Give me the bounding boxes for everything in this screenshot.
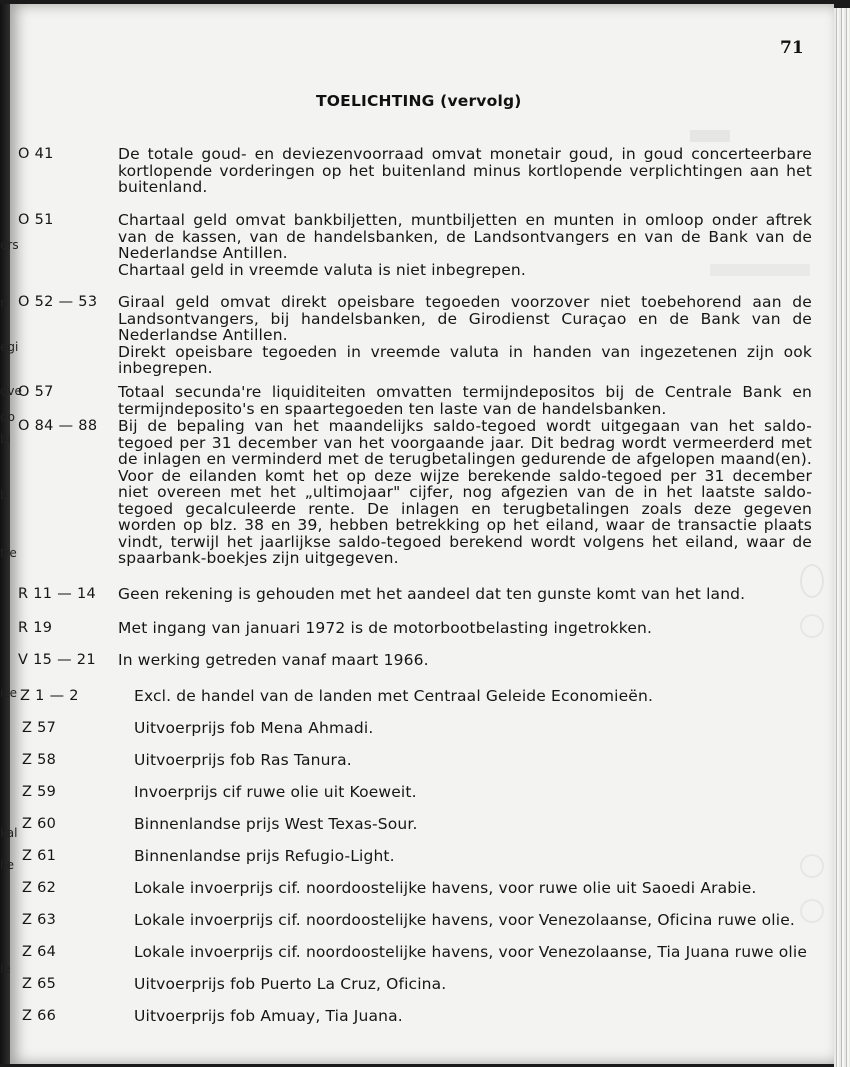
- margin-fragment: ize: [0, 686, 18, 700]
- page-title: TOELICHTING (vervolg): [316, 92, 522, 110]
- margin-fragment: bi: [0, 432, 11, 446]
- margin-fragment: tre: [0, 546, 17, 560]
- note-paragraph: Giraal geld omvat direkt opeisbare tegoeden voorzover niet toebehorend aan de Landsontvangers, bij handelsbanken, de Girodienst Curaçao en de Bank van de Nederlandse Antillen.: [118, 293, 812, 344]
- note-text: [118, 294, 812, 377]
- note-text: [118, 146, 812, 196]
- note-text: [134, 816, 814, 833]
- note-text: [118, 586, 812, 603]
- note-code: Z 63: [22, 912, 57, 928]
- margin-fragment: kal: [0, 826, 18, 840]
- note-text: [118, 652, 812, 669]
- note-paragraph: Invoerprijs cif ruwe olie uit Koeweit.: [134, 783, 417, 801]
- margin-fragment: n: [0, 296, 8, 310]
- note-code: Z 57: [22, 720, 57, 736]
- note-code: Z 66: [22, 1008, 57, 1024]
- note-paragraph: Binnenlandse prijs Refugio-Light.: [134, 847, 395, 865]
- note-paragraph: Lokale invoerprijs cif. noordoostelijke havens, voor Venezolaanse, Oficina ruwe olie.: [134, 911, 795, 929]
- note-paragraph: Geen rekening is gehouden met het aandeel dat ten gunste komt van het land.: [118, 585, 746, 603]
- margin-fragment: ers: [0, 238, 19, 252]
- note-code: Z 1 — 2: [20, 688, 79, 704]
- note-text: [134, 976, 814, 993]
- note-text: [134, 880, 814, 897]
- page-edge-stack: [834, 8, 850, 1067]
- note-text: [134, 784, 814, 801]
- margin-fragment: do: [0, 410, 15, 424]
- note-text: [118, 212, 812, 278]
- note-code: O 41: [18, 146, 54, 162]
- note-text: [134, 688, 814, 705]
- note-paragraph: De totale goud- en deviezenvoorraad omvat monetair goud, in goud concerteerbare kortlopende vorderingen op het buitenland minus kortlopende verplichtingen aan het buitenland.: [118, 145, 812, 196]
- note-code: Z 60: [22, 816, 57, 832]
- note-paragraph: Lokale invoerprijs cif. noordoostelijke havens, voor Venezolaanse, Tia Juana ruwe olie: [134, 943, 808, 961]
- note-text: [118, 384, 812, 417]
- note-text: [134, 912, 814, 929]
- note-paragraph: Direkt opeisbare tegoeden in vreemde valuta in handen van ingezetenen zijn ook inbegrepen.: [118, 342, 812, 377]
- note-code: Z 64: [22, 944, 57, 960]
- margin-fragment: ie: [0, 962, 11, 976]
- note-text: [118, 620, 812, 637]
- page-number: 71: [780, 38, 804, 58]
- note-code: Z 59: [22, 784, 57, 800]
- note-code: R 19: [18, 620, 53, 636]
- note-paragraph: Uitvoerprijs fob Amuay, Tia Juana.: [134, 1007, 403, 1025]
- note-text: [118, 418, 812, 567]
- note-code: O 84 — 88: [18, 418, 98, 434]
- note-text: [134, 752, 814, 769]
- note-code: O 52 — 53: [18, 294, 98, 310]
- margin-fragment: b: [0, 488, 8, 502]
- margin-fragment: lle: [0, 858, 15, 872]
- note-code: Z 65: [22, 976, 57, 992]
- note-paragraph: Lokale invoerprijs cif. noordoostelijke havens, voor ruwe olie uit Saoedi Arabie.: [134, 879, 757, 897]
- note-paragraph: Binnenlandse prijs West Texas-Sour.: [134, 815, 418, 833]
- note-text: [134, 944, 814, 961]
- margin-fragment: ove: [0, 384, 22, 398]
- note-paragraph: Chartaal geld in vreemde valuta is niet inbegrepen.: [118, 260, 526, 279]
- note-text: [134, 1008, 814, 1025]
- note-code: Z 61: [22, 848, 57, 864]
- note-code: O 51: [18, 212, 54, 228]
- note-code: O 57: [18, 384, 54, 400]
- note-paragraph: In werking getreden vanaf maart 1966.: [118, 651, 429, 669]
- note-paragraph: Uitvoerprijs fob Puerto La Cruz, Oficina.: [134, 975, 447, 993]
- note-code: V 15 — 21: [18, 652, 96, 668]
- note-paragraph: Excl. de handel van de landen met Centraal Geleide Economieën.: [134, 687, 654, 705]
- note-paragraph: Met ingang van januari 1972 is de motorbootbelasting ingetrokken.: [118, 619, 653, 637]
- note-code: R 11 — 14: [18, 586, 97, 602]
- note-paragraph: Uitvoerprijs fob Ras Tanura.: [134, 751, 352, 769]
- note-code: Z 62: [22, 880, 57, 896]
- note-paragraph: Bij de bepaling van het maandelijks saldo-tegoed wordt uitgegaan van het saldo-tegoed per 31 december van het voorgaande jaar. Dit bedrag wordt vermeerderd met de inlagen en verminderd met de terugbetalingen gedurende de afgelopen maand(en). Voor de eilanden komt het op deze wijze berekende saldo-tegoed per 31 december niet overeen met het „ultimojaar" cijfer, nog afgezien van de in het laatste saldo-tegoed gecalculeerde rente. De inlagen en terugbetalingen zoals deze gegeven worden op blz. 38 en 39, hebben betrekking op het eiland, waar de transactie plaats vindt, terwijl het jaarlijkse saldo-tegoed berekend wordt volgens het eiland, waar de spaarbank-boekjes zijn uitgegeven.: [118, 417, 812, 567]
- note-code: Z 58: [22, 752, 57, 768]
- note-paragraph: Totaal secunda're liquiditeiten omvatten termijndepositos bij de Centrale Bank en termijndeposito's en spaartegoeden ten laste van de handelsbanken.: [118, 383, 812, 418]
- note-text: [134, 848, 814, 865]
- note-text: [134, 720, 814, 737]
- note-paragraph: Chartaal geld omvat bankbiljetten, muntbiljetten en munten in omloop onder aftrek van de kassen, van de handelsbanken, de Landsontvangers en van de Bank van de Nederlandse Antillen.: [118, 211, 812, 262]
- margin-fragment: egi: [0, 340, 19, 354]
- note-paragraph: Uitvoerprijs fob Mena Ahmadi.: [134, 719, 374, 737]
